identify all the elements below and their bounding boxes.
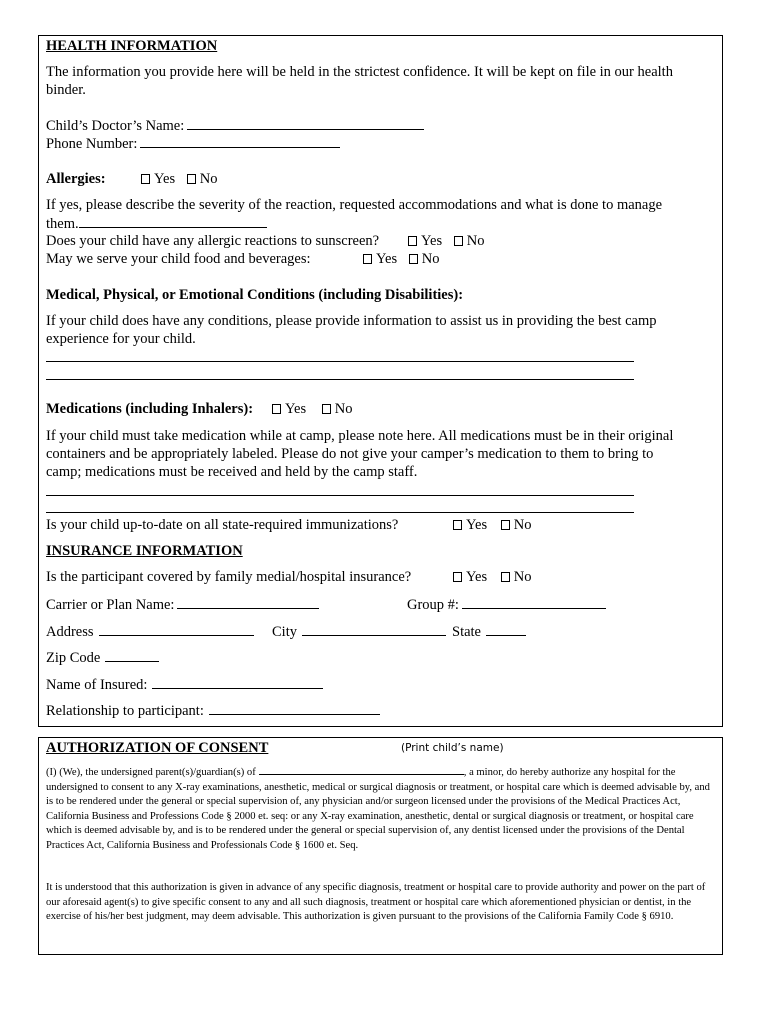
zip-label: Zip Code xyxy=(46,650,101,666)
allergy-desc-line-2: them. xyxy=(46,216,79,232)
doctor-name-field[interactable] xyxy=(187,117,424,130)
coverage-yes-checkbox[interactable] xyxy=(453,572,462,582)
consent-paragraph-2: It is understood that this authorization is given in advance of any specific diagnosis, treatment or hospital care to provide authority and power on the part of our aforesaid agent(s) to give specific consent to any and all such diagnosis, treatment or hospital care which aforementioned physician or dentist, in the exercise of his/her best judgment, may deem advisable. This authorization is given pursuant to the provisions of the California Family Code § 6910. xyxy=(46,882,706,922)
sunscreen-yes-checkbox[interactable] xyxy=(408,236,417,246)
carrier-field[interactable] xyxy=(177,596,319,609)
coverage-options xyxy=(453,569,531,586)
sunscreen-options xyxy=(408,233,484,250)
immunization-options xyxy=(453,517,531,534)
food-no-checkbox[interactable] xyxy=(409,254,418,264)
no-label: No xyxy=(199,171,218,187)
insured-row xyxy=(46,676,323,694)
no-label: No xyxy=(466,233,485,249)
medications-line-3: camp; medications must be received and held by the camp staff. xyxy=(46,464,418,480)
doctor-name-row xyxy=(46,117,424,135)
allergies-options xyxy=(141,171,217,188)
city-label: City xyxy=(272,624,297,640)
medications-options xyxy=(272,401,352,418)
print-name-note: (Print child’s name) xyxy=(401,742,504,754)
relationship-field[interactable] xyxy=(209,702,380,715)
insured-label: Name of Insured: xyxy=(46,677,148,693)
phone-field[interactable] xyxy=(140,135,340,148)
address-label: Address xyxy=(46,624,94,640)
medications-line-1: If your child must take medication while at camp, please note here. All medications must be in their original xyxy=(46,428,674,444)
intro-line-1: The information you provide here will be held in the strictest confidence. It will be kept on file in our health xyxy=(46,64,673,80)
allergy-desc-line-1: If yes, please describe the severity of the reaction, requested accommodations and what is done to manage xyxy=(46,197,663,213)
coverage-no-checkbox[interactable] xyxy=(501,572,510,582)
state-row xyxy=(452,623,526,641)
carrier-row xyxy=(46,596,319,614)
health-heading: HEALTH INFORMATION xyxy=(46,38,218,54)
doctor-name-label: Child’s Doctor’s Name: xyxy=(46,118,185,134)
child-name-field[interactable] xyxy=(259,765,464,775)
conditions-line-1: If your child does have any conditions, please provide information to assist us in providing the best camp xyxy=(46,313,657,329)
immunization-question: Is your child up-to-date on all state-required immunizations? xyxy=(46,517,399,533)
conditions-line-2: experience for your child. xyxy=(46,331,196,347)
food-question: May we serve your child food and beverages: xyxy=(46,251,311,267)
allergy-desc-field[interactable] xyxy=(79,215,267,228)
medications-field-line-1[interactable] xyxy=(46,495,634,496)
medications-yes-checkbox[interactable] xyxy=(272,404,281,414)
yes-label: Yes xyxy=(466,517,488,533)
food-options xyxy=(363,251,439,268)
allergy-desc-line-2-row xyxy=(46,215,267,233)
consent-para1-rest: , a minor, do hereby authorize any hospital for the undersigned to consent to any X-ray examinations, anesthetic, medical or surgical diagnosis or treatment, or hospital care which is deemed advisable by, and is to be rendered under the general or special supervision of, any physician and/or surgeon licensed under the provisions of the Medical Practices Act, California Business and Professions Code § 2000 et. seq: or any X-ray examination, anesthetic, dental or surgical diagnosis or treatment, or hospital care which is deemed advisable by, and is to be rendered under the general or special supervision of, any dentist licensed under the provisions of the Dental Practices Act, California Business and Professionals Code § 1600 et. Seq. xyxy=(46,767,710,851)
city-row xyxy=(272,623,446,641)
medications-field-line-2[interactable] xyxy=(46,512,634,513)
medications-no-checkbox[interactable] xyxy=(322,404,331,414)
medications-line-2: containers and be appropriately labeled. Please do not give your camper’s medication to them to bring to xyxy=(46,446,654,462)
group-label: Group #: xyxy=(407,597,459,613)
consent-paragraph-1 xyxy=(46,765,716,853)
state-label: State xyxy=(452,624,481,640)
yes-label: Yes xyxy=(421,233,443,249)
food-yes-checkbox[interactable] xyxy=(363,254,372,264)
medications-label: Medications (including Inhalers): xyxy=(46,401,254,417)
group-row xyxy=(407,596,606,614)
coverage-question: Is the participant covered by family medial/hospital insurance? xyxy=(46,569,412,585)
conditions-field-line-2[interactable] xyxy=(46,379,634,380)
intro-line-2: binder. xyxy=(46,82,86,98)
allergies-yes-checkbox[interactable] xyxy=(141,174,150,184)
consent-para1-start: (I) (We), the undersigned parent(s)/guardian(s) of xyxy=(46,767,256,778)
conditions-field-line-1[interactable] xyxy=(46,361,634,362)
state-field[interactable] xyxy=(486,623,526,636)
zip-row xyxy=(46,649,159,667)
no-label: No xyxy=(513,517,532,533)
city-field[interactable] xyxy=(302,623,446,636)
yes-label: Yes xyxy=(376,251,398,267)
yes-label: Yes xyxy=(466,569,488,585)
yes-label: Yes xyxy=(285,401,307,417)
address-row xyxy=(46,623,254,641)
allergies-no-checkbox[interactable] xyxy=(187,174,196,184)
insurance-heading: INSURANCE INFORMATION xyxy=(46,543,243,559)
no-label: No xyxy=(421,251,440,267)
carrier-label: Carrier or Plan Name: xyxy=(46,597,175,613)
relationship-label: Relationship to participant: xyxy=(46,703,204,719)
yes-label: Yes xyxy=(154,171,176,187)
relationship-row xyxy=(46,702,380,720)
no-label: No xyxy=(334,401,353,417)
phone-row xyxy=(46,135,340,153)
conditions-heading: Medical, Physical, or Emotional Conditions (including Disabilities): xyxy=(46,287,464,303)
address-field[interactable] xyxy=(99,623,254,636)
consent-heading: AUTHORIZATION OF CONSENT xyxy=(46,740,269,756)
group-field[interactable] xyxy=(462,596,606,609)
zip-field[interactable] xyxy=(105,649,159,662)
insured-field[interactable] xyxy=(152,676,323,689)
sunscreen-question: Does your child have any allergic reactions to sunscreen? xyxy=(46,233,380,249)
allergies-label: Allergies: xyxy=(46,171,106,187)
immunization-yes-checkbox[interactable] xyxy=(453,520,462,530)
immunization-no-checkbox[interactable] xyxy=(501,520,510,530)
sunscreen-no-checkbox[interactable] xyxy=(454,236,463,246)
phone-label: Phone Number: xyxy=(46,136,138,152)
no-label: No xyxy=(513,569,532,585)
